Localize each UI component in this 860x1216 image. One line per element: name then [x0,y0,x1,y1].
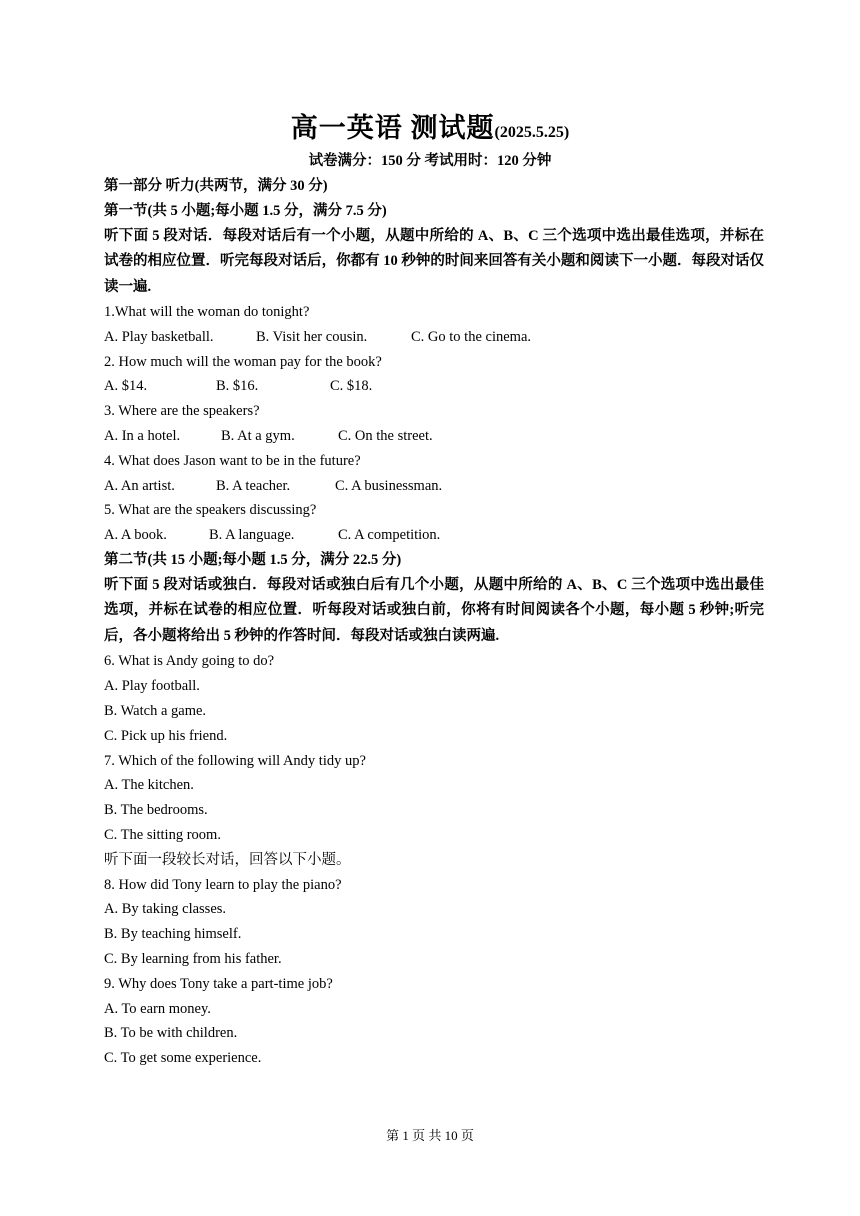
option-c: C. The sitting room. [104,826,221,843]
option-b: B. $16. [216,378,259,395]
dialogue-note: 听下面一段较长对话，回答以下小题。 [104,851,351,868]
option-b: B. The bedrooms. [104,802,208,819]
option-a: A. A book. [104,527,167,544]
option-b: B. To be with children. [104,1025,238,1042]
question-options [104,474,764,499]
option-c: C. $18. [330,378,373,395]
section-instructions: 听下面 5 段对话或独白．每段对话或独白后有几个小题，从题中所给的 A、B、C 三个选项中选出最佳选项，并标在试卷的相应位置．听每段对话或独白前，你将有时间阅读各个小题，每小题 5 秒钟;听完后，各小题将给出 5 秒钟的作答时间．每段对话或独白读两遍. [104,576,764,644]
part-heading: 第一部分 听力(共两节，满分 30 分) [104,178,328,194]
option-a: A. Play basketball. [104,328,214,345]
option-b: B. A language. [209,527,295,544]
option-b: B. At a gym. [221,428,295,445]
question-options [104,374,764,399]
question-stem: 5. What are the speakers discussing? [104,502,317,519]
question-stem: 1.What will the woman do tonight? [104,304,310,321]
title-text: 高一英语 测试题 [290,113,495,143]
section-instructions: 听下面 5 段对话．每段对话后有一个小题，从题中所给的 A、B、C 三个选项中选出最佳选项，并标在试卷的相应位置．听完每段对话后，你都有 10 秒钟的时间来回答有关小题和阅读下一小题．每段对话仅读一遍. [104,227,764,295]
option-c: C. A businessman. [335,477,443,494]
option-a: A. An artist. [104,477,175,494]
page-footer: 第 1 页 共 10 页 [386,1128,474,1143]
question-stem: 7. Which of the following will Andy tidy up? [104,752,366,769]
option-a: A. To earn money. [104,1000,211,1017]
option-c: C. On the street. [338,428,433,445]
option-b: B. Visit her cousin. [256,328,368,345]
exam-content [104,174,764,1071]
section-heading: 第二节(共 15 小题;每小题 1.5 分，满分 22.5 分) [104,552,402,569]
question-stem: 4. What does Jason want to be in the future? [104,452,361,469]
option-a: A. Play football. [104,678,200,695]
question-options [104,325,764,350]
option-c: C. By learning from his father. [104,950,282,967]
option-a: A. By taking classes. [104,901,227,918]
question-stem: 6. What is Andy going to do? [104,653,275,670]
question-options [104,424,764,449]
option-c: C. Go to the cinema. [411,328,532,345]
option-a: A. In a hotel. [104,428,181,445]
question-stem: 8. How did Tony learn to play the piano? [104,876,342,893]
option-b: B. Watch a game. [104,702,207,719]
title-date: (2025.5.25) [494,124,570,141]
question-options [104,523,764,548]
question-stem: 3. Where are the speakers? [104,403,260,420]
question-stem: 9. Why does Tony take a part-time job? [104,975,333,992]
option-a: A. $14. [104,378,148,395]
section-heading: 第一节(共 5 小题;每小题 1.5 分，满分 7.5 分) [104,202,387,219]
option-c: C. A competition. [338,527,441,544]
question-stem: 2. How much will the woman pay for the book? [104,353,382,370]
option-c: C. To get some experience. [104,1050,262,1067]
page-title [0,111,860,150]
exam-info: 试卷满分：150 分 考试用时：120 分钟 [308,153,552,169]
option-c: C. Pick up his friend. [104,727,228,744]
option-b: B. A teacher. [216,477,291,494]
option-b: B. By teaching himself. [104,926,242,943]
option-a: A. The kitchen. [104,777,194,794]
